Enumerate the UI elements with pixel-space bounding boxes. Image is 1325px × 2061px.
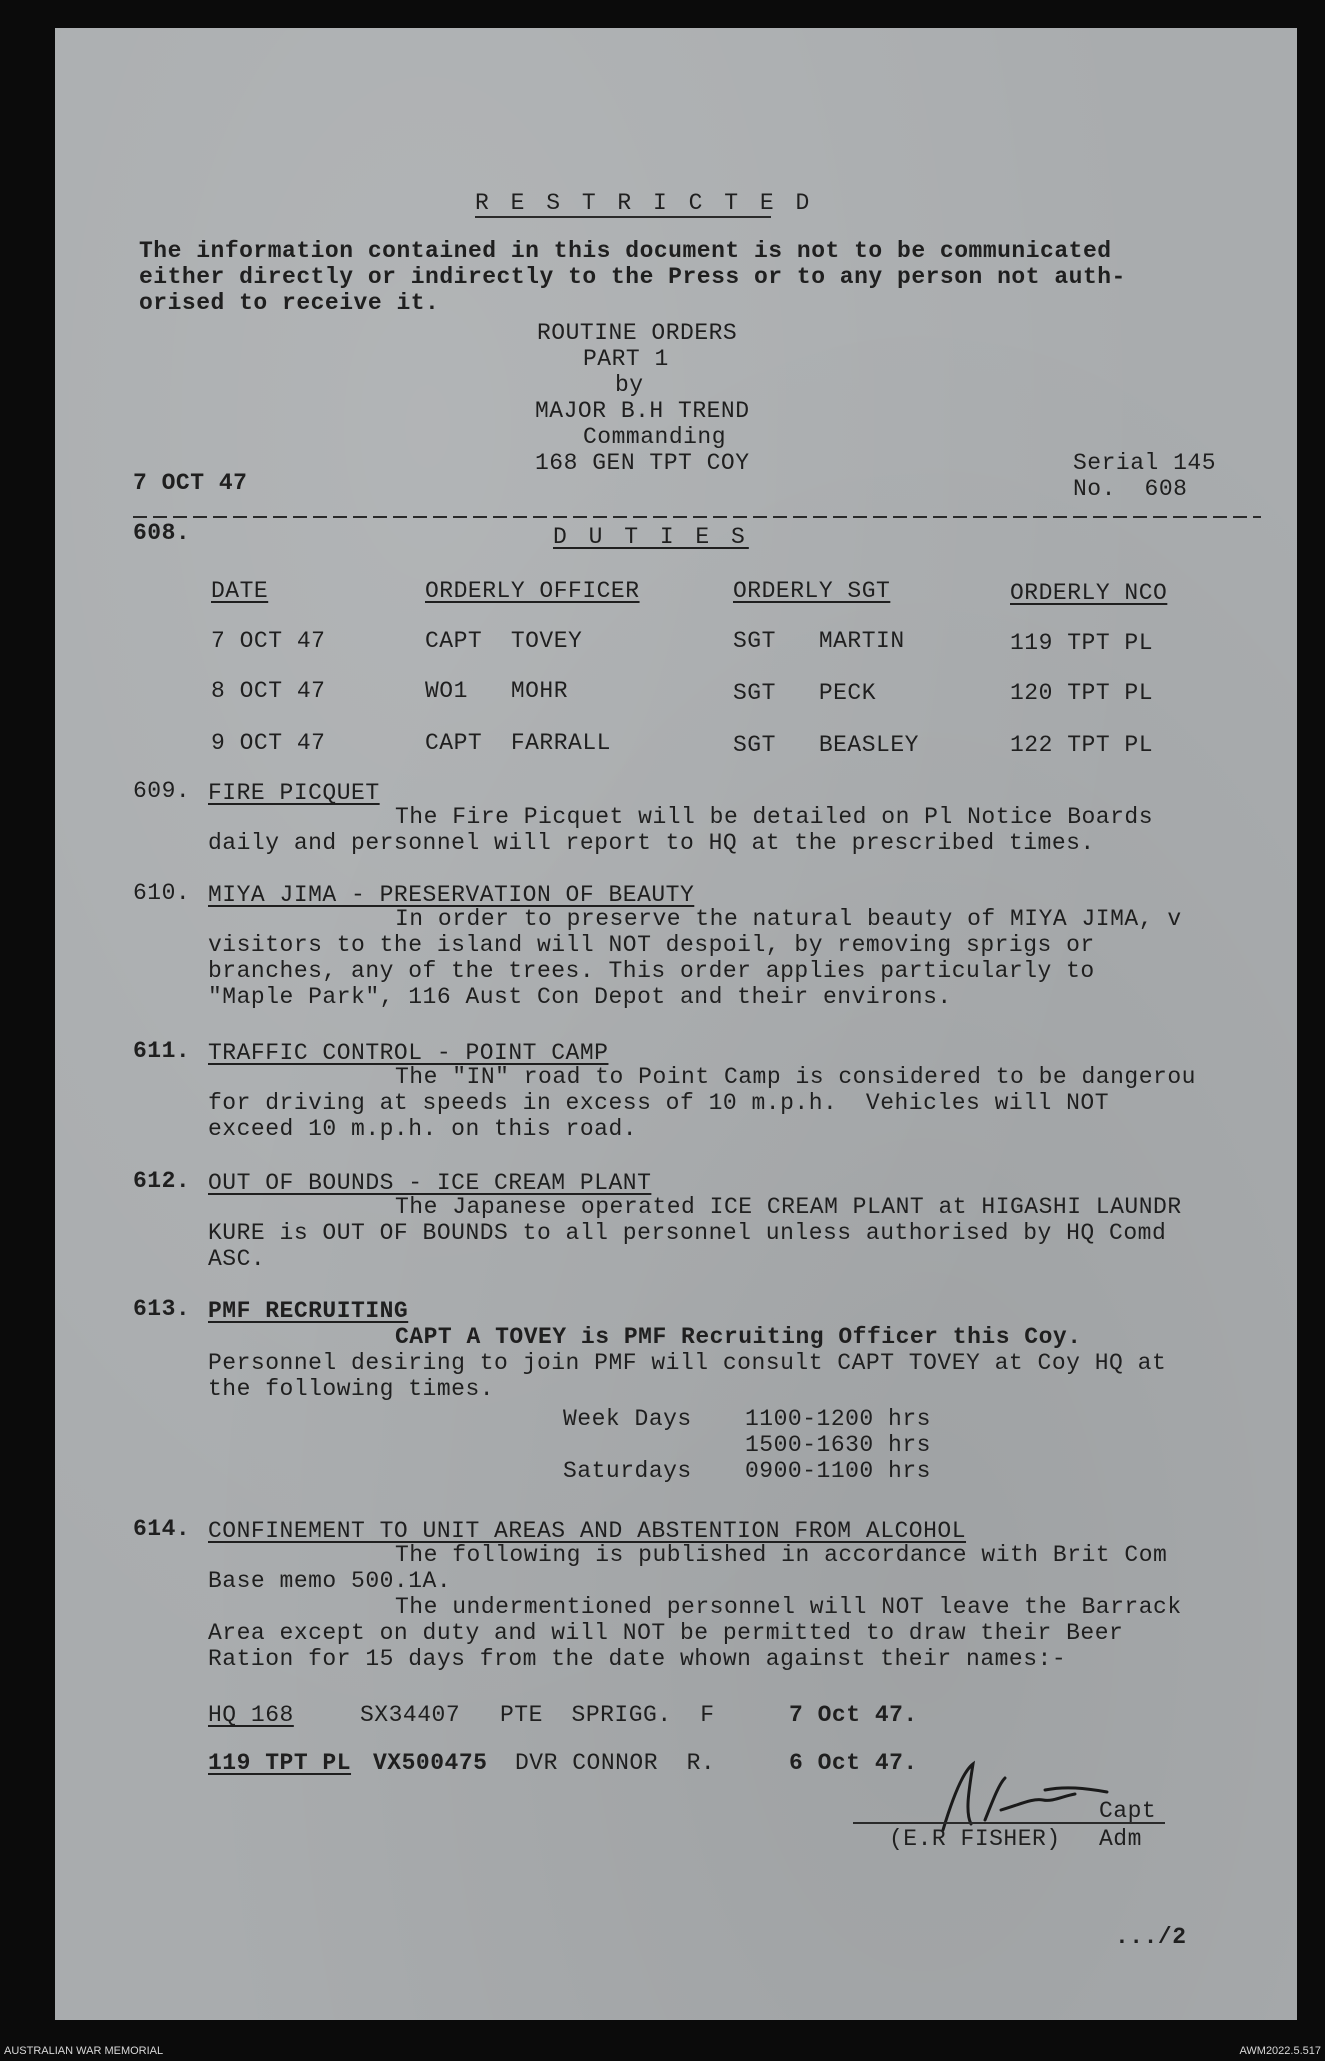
duties-col-officer: ORDERLY OFFICER: [425, 578, 640, 604]
order-number: 610.: [133, 880, 191, 906]
notice-line-3: orised to receive it.: [139, 290, 440, 316]
duty-officer: CAPT FARRALL: [425, 730, 611, 756]
personnel-number: SX34407: [360, 1702, 461, 1728]
header-divider: [133, 516, 1261, 518]
order-number: 614.: [133, 1516, 191, 1542]
duty-date: 8 OCT 47: [211, 678, 326, 704]
title-line: ROUTINE ORDERS: [537, 320, 738, 346]
order-line: exceed 10 m.p.h. on this road.: [208, 1116, 638, 1142]
order-line: Personnel desiring to join PMF will consult CAPT TOVEY at Coy HQ at: [208, 1350, 1167, 1376]
duties-col-nco: ORDERLY NCO: [1010, 580, 1168, 606]
title-line: MAJOR B.H TREND: [535, 398, 750, 424]
order-line: CAPT A TOVEY is PMF Recruiting Officer this Coy.: [395, 1324, 1082, 1350]
title-line: by: [615, 372, 644, 398]
duty-officer: CAPT TOVEY: [425, 628, 583, 654]
title-line: PART 1: [583, 346, 669, 372]
order-line: "Maple Park", 116 Aust Con Depot and their environs.: [208, 984, 952, 1010]
duty-nco: 122 TPT PL: [1010, 732, 1154, 758]
serial-number: Serial 145: [1073, 450, 1217, 476]
duty-date: 7 OCT 47: [211, 628, 326, 654]
order-line: The undermentioned personnel will NOT leave the Barrack: [395, 1594, 1182, 1620]
order-line: Ration for 15 days from the date whown against their names:-: [208, 1646, 1067, 1672]
order-line: The "IN" road to Point Camp is considered to be dangerou: [395, 1064, 1196, 1090]
order-heading: PMF RECRUITING: [208, 1298, 409, 1324]
order-number: 611.: [133, 1038, 191, 1064]
signature-appointment: Adm: [1099, 1826, 1142, 1852]
classification-heading: R E S T R I C T E D: [475, 190, 814, 216]
order-line: The following is published in accordance with Brit Com: [395, 1542, 1168, 1568]
duty-sgt: SGT MARTIN: [733, 628, 905, 654]
order-line: branches, any of the trees. This order applies particularly to: [208, 958, 1095, 984]
order-line: ASC.: [208, 1246, 266, 1272]
order-line: In order to preserve the natural beauty of MIYA JIMA, v: [395, 906, 1182, 932]
duty-officer: WO1 MOHR: [425, 678, 569, 704]
footer-reference: AWM2022.5.517: [1239, 2045, 1321, 2057]
signature-rank: Capt: [1099, 1798, 1157, 1824]
order-line: Area except on duty and will NOT be permitted to draw their Beer: [208, 1620, 1124, 1646]
time-value: 0900-1100 hrs: [745, 1458, 931, 1484]
order-line: The Japanese operated ICE CREAM PLANT at HIGASHI LAUNDR: [395, 1194, 1182, 1220]
order-line: Base memo 500.1A.: [208, 1568, 452, 1594]
order-number: 609.: [133, 778, 191, 804]
duties-heading: D U T I E S: [553, 524, 749, 550]
order-heading: TRAFFIC CONTROL - POINT CAMP: [208, 1040, 609, 1066]
classification-underline: [475, 216, 771, 218]
signature-name: (E.R FISHER): [889, 1826, 1061, 1852]
time-value: 1500-1630 hrs: [745, 1432, 931, 1458]
personnel-unit: HQ 168: [208, 1702, 294, 1728]
order-heading: OUT OF BOUNDS - ICE CREAM PLANT: [208, 1170, 652, 1196]
order-line: KURE is OUT OF BOUNDS to all personnel unless authorised by HQ Comd: [208, 1220, 1167, 1246]
order-heading: MIYA JIMA - PRESERVATION OF BEAUTY: [208, 882, 695, 908]
notice-line-2: either directly or indirectly to the Press or to any person not auth-: [139, 264, 1126, 290]
duty-date: 9 OCT 47: [211, 730, 326, 756]
time-value: 1100-1200 hrs: [745, 1406, 931, 1432]
time-label: Saturdays: [563, 1458, 692, 1484]
personnel-date: 7 Oct 47.: [789, 1702, 918, 1728]
personnel-date: 6 Oct 47.: [789, 1750, 918, 1776]
order-line: visitors to the island will NOT despoil, by removing sprigs or: [208, 932, 1095, 958]
personnel-name: DVR CONNOR R.: [515, 1750, 716, 1776]
duty-sgt: SGT BEASLEY: [733, 732, 919, 758]
notice-line-1: The information contained in this document is not to be communicated: [139, 238, 1112, 264]
duties-col-date: DATE: [211, 578, 269, 604]
duty-sgt: SGT PECK: [733, 680, 877, 706]
personnel-number: VX500475: [373, 1750, 488, 1776]
order-number: No. 608: [1073, 476, 1188, 502]
order-line: The Fire Picquet will be detailed on Pl Notice Boards: [395, 804, 1154, 830]
order-date: 7 OCT 47: [133, 470, 248, 496]
document-page: [55, 28, 1297, 2020]
personnel-name: PTE SPRIGG. F: [500, 1702, 715, 1728]
footer-archive: AUSTRALIAN WAR MEMORIAL: [4, 2045, 164, 2057]
continuation-mark: .../2: [1115, 1924, 1187, 1950]
duties-col-sgt: ORDERLY SGT: [733, 578, 891, 604]
title-line: 168 GEN TPT COY: [535, 450, 750, 476]
personnel-unit: 119 TPT PL: [208, 1750, 352, 1776]
title-line: Commanding: [583, 424, 727, 450]
order-heading: CONFINEMENT TO UNIT AREAS AND ABSTENTION FROM ALCOHOL: [208, 1518, 967, 1544]
time-label: Week Days: [563, 1406, 692, 1432]
order-line: for driving at speeds in excess of 10 m.p.h. Vehicles will NOT: [208, 1090, 1110, 1116]
order-line: daily and personnel will report to HQ at the prescribed times.: [208, 830, 1095, 856]
order-number: 612.: [133, 1168, 191, 1194]
order-line: the following times.: [208, 1376, 495, 1402]
order-heading: FIRE PICQUET: [208, 780, 380, 806]
duty-nco: 120 TPT PL: [1010, 680, 1154, 706]
duties-number: 608.: [133, 520, 191, 546]
order-number: 613.: [133, 1296, 191, 1322]
duty-nco: 119 TPT PL: [1010, 630, 1154, 656]
